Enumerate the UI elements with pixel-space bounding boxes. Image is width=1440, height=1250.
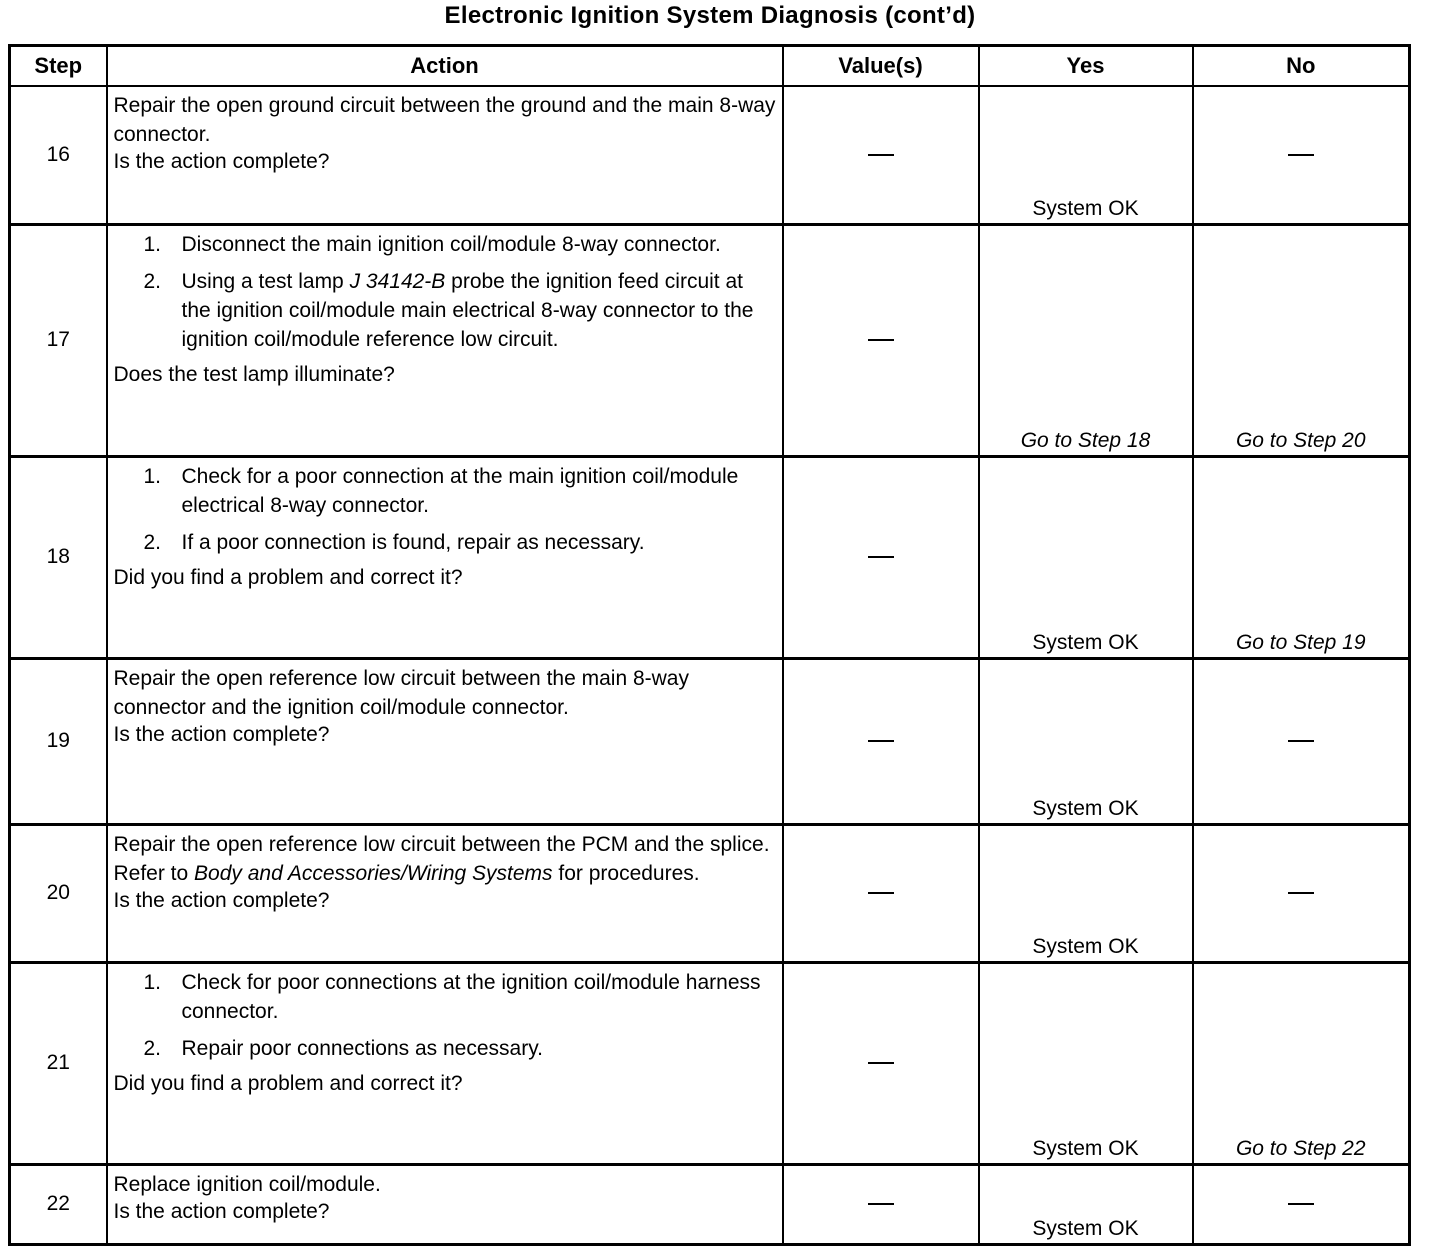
- action-question: Is the action complete?: [113, 1199, 330, 1223]
- yes-result: System OK: [979, 962, 1193, 1164]
- yes-result: System OK: [979, 658, 1193, 824]
- header-yes: Yes: [979, 46, 1193, 87]
- header-step: Step: [10, 46, 107, 87]
- yes-result: System OK: [979, 86, 1193, 224]
- dash-icon: [1288, 892, 1314, 894]
- dash-icon: [868, 740, 894, 742]
- no-result: Go to Step 19: [1193, 456, 1410, 658]
- dash-icon: [868, 1062, 894, 1064]
- value-cell: [783, 824, 979, 962]
- table-row: [10, 1164, 1410, 1244]
- step-number: 21: [10, 962, 107, 1164]
- no-result: [1193, 1164, 1410, 1244]
- action-question: Is the action complete?: [113, 150, 330, 173]
- action-text: Repair the open ground circuit between the ground and the main 8-way connector.: [113, 94, 776, 146]
- list-item: 2. Repair poor connections as necessary.: [143, 1036, 543, 1060]
- list-item: 1. Check for poor connections at the ignition coil/module harness connector.: [143, 970, 761, 1023]
- value-cell: [783, 1164, 979, 1244]
- step-number: 19: [10, 658, 107, 824]
- step-number: 20: [10, 824, 107, 962]
- dash-icon: [1288, 740, 1314, 742]
- no-result: [1193, 86, 1410, 224]
- action-steps-list: [114, 230, 776, 354]
- page-title: Electronic Ignition System Diagnosis (cont’d): [444, 2, 976, 29]
- action-question: Does the test lamp illuminate?: [113, 362, 395, 386]
- action-question: Is the action complete?: [113, 722, 330, 746]
- table-row: [10, 86, 1410, 224]
- action-steps-list: [114, 968, 776, 1063]
- yes-result: Go to Step 18: [979, 224, 1193, 456]
- no-result: [1193, 658, 1410, 824]
- action-cell: [107, 86, 783, 224]
- action-cell: [107, 824, 783, 962]
- action-cell: [107, 456, 783, 658]
- list-item: 1. Disconnect the main ignition coil/module 8-way connector.: [143, 232, 721, 256]
- diagnosis-table: [8, 44, 1411, 1246]
- step-number: 18: [10, 456, 107, 658]
- value-cell: [783, 86, 979, 224]
- yes-result: System OK: [979, 1164, 1193, 1244]
- step-number: 22: [10, 1164, 107, 1244]
- dash-icon: [1288, 1203, 1314, 1205]
- dash-icon: [1288, 154, 1314, 156]
- header-row: [10, 46, 1410, 87]
- action-text: Repair the open reference low circuit between the PCM and the splice. Refer to Body and Accessories/Wiring Systems for procedures.: [113, 832, 770, 885]
- action-question: Is the action complete?: [113, 888, 330, 912]
- header-no: No: [1193, 46, 1410, 87]
- dash-icon: [868, 1203, 894, 1205]
- yes-result: System OK: [979, 824, 1193, 962]
- dash-icon: [868, 556, 894, 558]
- list-item: 2. If a poor connection is found, repair as necessary.: [143, 530, 645, 554]
- value-cell: [783, 962, 979, 1164]
- action-cell: [107, 224, 783, 456]
- action-text: Repair the open reference low circuit between the main 8-way connector and the ignition coil/module connector.: [113, 666, 689, 719]
- no-result: [1193, 824, 1410, 962]
- no-result: Go to Step 20: [1193, 224, 1410, 456]
- list-item: 1. Check for a poor connection at the main ignition coil/module electrical 8-way connector.: [143, 464, 739, 517]
- action-question: Did you find a problem and correct it?: [113, 1071, 463, 1095]
- tool-reference: J 34142-B: [349, 269, 446, 293]
- yes-result: System OK: [979, 456, 1193, 658]
- step-number: 17: [10, 224, 107, 456]
- dash-icon: [868, 154, 894, 156]
- dash-icon: [868, 892, 894, 894]
- action-text: Replace ignition coil/module.: [113, 1172, 381, 1196]
- header-values: Value(s): [783, 46, 979, 87]
- value-cell: [783, 224, 979, 456]
- action-cell: [107, 1164, 783, 1244]
- action-steps-list: [114, 462, 776, 557]
- header-action: Action: [107, 46, 783, 87]
- action-cell: [107, 962, 783, 1164]
- action-question: Did you find a problem and correct it?: [113, 565, 463, 589]
- step-number: 16: [10, 86, 107, 224]
- value-cell: [783, 658, 979, 824]
- table-row: [10, 456, 1410, 658]
- dash-icon: [868, 339, 894, 341]
- action-cell: [107, 658, 783, 824]
- table-row: [10, 224, 1410, 456]
- table-row: [10, 824, 1410, 962]
- value-cell: [783, 456, 979, 658]
- table-row: [10, 962, 1410, 1164]
- manual-reference: Body and Accessories/Wiring Systems: [194, 861, 553, 885]
- list-item: 2. Using a test lamp J 34142-B probe the ignition feed circuit at the ignition coil/module main electrical 8-way connector to the ignition coil/module reference low circuit.: [143, 269, 754, 351]
- no-result: Go to Step 22: [1193, 962, 1410, 1164]
- table-row: [10, 658, 1410, 824]
